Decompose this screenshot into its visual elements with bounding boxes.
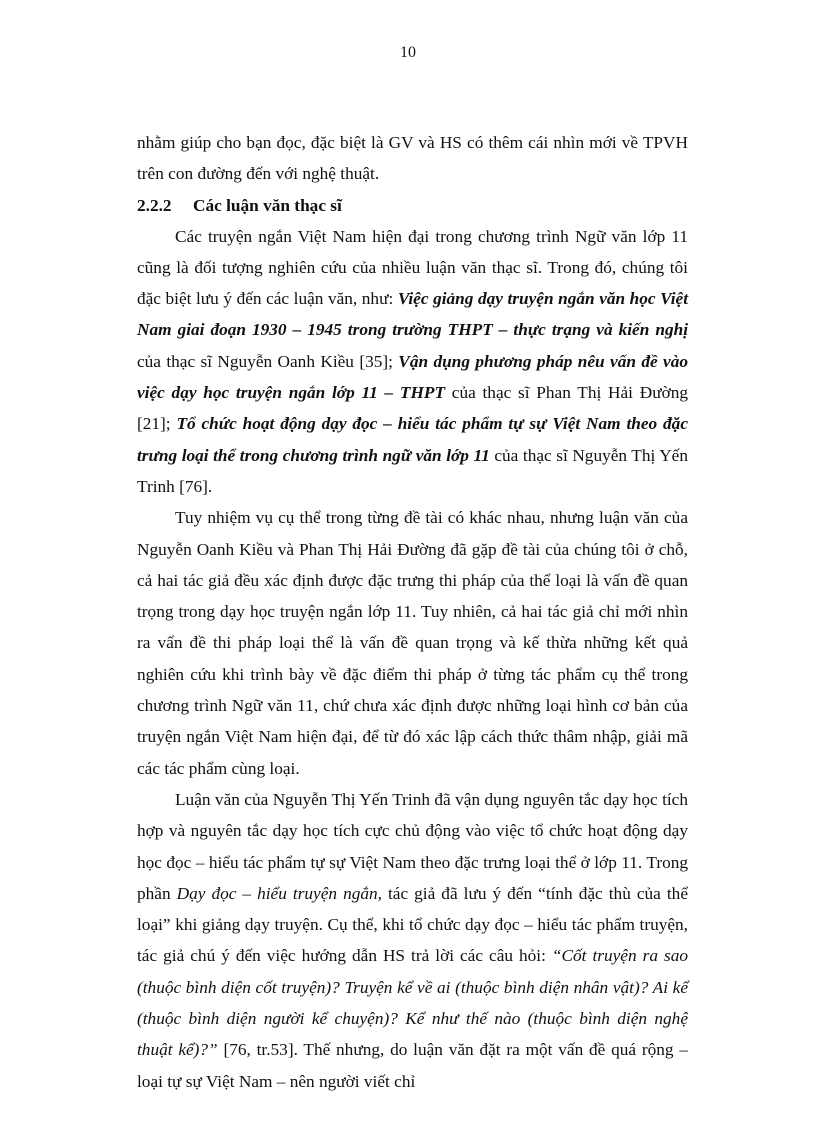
page-number: 10: [400, 44, 416, 61]
text-run: Luận văn của Nguyễn Thị Yến Trinh đã vận dụng nguyên tắc dạy học tích hợp và nguyên tắc dạy học tích cực chủ động vào việc tổ chức hoạt động dạy học đọc – hiểu tác phẩm tự sự Việt Nam theo đặc trưng loại thể ở lớp 11. Trong phần: [137, 789, 688, 903]
text-run: [76, tr.53]. Thế nhưng, do luận văn đặt ra một vấn đề quá rộng – loại tự sự Việt Nam – nên người viết chỉ: [137, 1040, 688, 1091]
text-run: , tác giả đã lưu ý đến “tính đặc thù của thể loại” khi giảng dạy truyện. Cụ thể, khi tổ chức dạy đọc – hiểu tác phẩm truyện, tác giả chú ý đến việc hướng dẫn HS trả lời các câu hỏi:: [137, 883, 688, 966]
section-number: 2.2.2: [137, 195, 172, 215]
section-title: Các luận văn thạc sĩ: [193, 195, 342, 215]
section-heading: [137, 190, 688, 221]
text-run: của thạc sĩ Nguyễn Oanh Kiều [35];: [137, 351, 399, 371]
italic-quote: “Cốt truyện ra sao (thuộc bình diện cốt truyện)? Truyện kể về ai (thuộc bình diện nhân vật)? Ai kể (thuộc bình diện người kể chuyện)? Kể như thế nào (thuộc bình diện nghệ thuật kể)?”: [137, 946, 688, 1060]
paragraph-comparison: Tuy nhiệm vụ cụ thể trong từng đề tài có khác nhau, nhưng luận văn của Nguyễn Oanh Kiều và Phan Thị Hải Đường đã gặp đề tài của chúng tôi ở chỗ, cả hai tác giả đều xác định được đặc trưng thi pháp của thể loại là vấn đề quan trọng trong dạy học truyện ngắn lớp 11. Tuy nhiên, cả hai tác giả chỉ mới nhìn ra vấn đề thi pháp loại thể là vấn đề quan trọng và kế thừa những kết quả nghiên cứu khi trình bày về đặc điểm thi pháp ở từng tác phẩm cụ thể trong chương trình Ngữ văn 11, chứ chưa xác định được những loại hình cơ bản của truyện ngắn Việt Nam hiện đại, để từ đó xác lập cách thức thâm nhập, giải mã các tác phẩm cùng loại.: [137, 508, 688, 778]
body-text: [137, 127, 688, 1097]
paragraph-continuation: nhằm giúp cho bạn đọc, đặc biệt là GV và HS có thêm cái nhìn mới về TPVH trên con đường đến với nghệ thuật.: [137, 133, 688, 184]
thesis-title-3: Tổ chức hoạt động dạy đọc – hiểu tác phẩm tự sự Việt Nam theo đặc trưng loại thể trong chương trình ngữ văn lớp 11: [137, 414, 688, 465]
thesis-title-2: Vận dụng phương pháp nêu vấn đề vào việc dạy học truyện ngắn lớp 11 – THPT: [137, 351, 688, 403]
italic-section-name: Dạy đọc – hiểu truyện ngắn: [176, 883, 378, 903]
text-run: Các truyện ngắn Việt Nam hiện đại trong chương trình Ngữ văn lớp 11 cũng là đối tượng nghiên cứu của nhiều luận văn thạc sĩ. Trong đó, chúng tôi đặc biệt lưu ý đến các luận văn, như:: [137, 226, 688, 309]
paragraph-thesis-list: [137, 221, 688, 503]
text-run: của thạc sĩ Nguyễn Thị Yến Trinh [76].: [137, 445, 688, 496]
thesis-title-1: Việc giảng dạy truyện ngắn văn học Việt Nam giai đoạn 1930 – 1945 trong trường THPT – thực trạng và kiến nghị: [137, 289, 688, 340]
text-run: của thạc sĩ Phan Thị Hải Đường [21];: [137, 383, 688, 434]
paragraph-trinh-thesis: [137, 784, 688, 1097]
